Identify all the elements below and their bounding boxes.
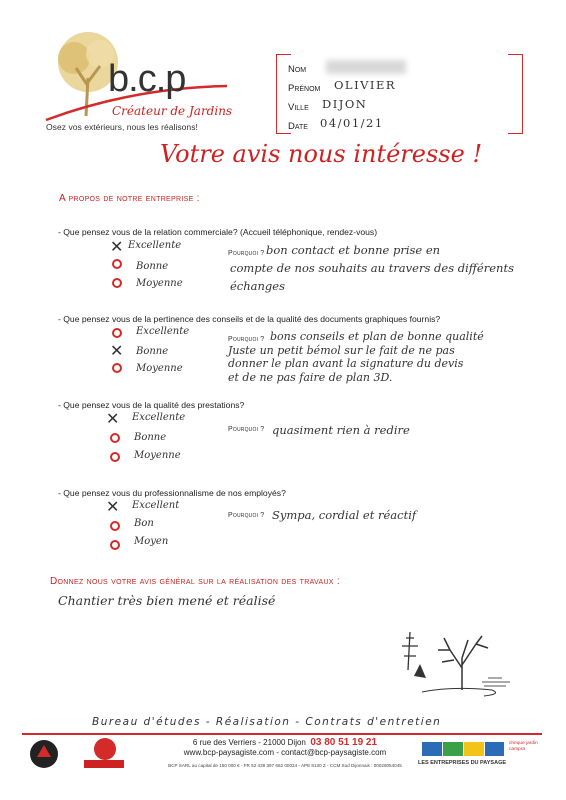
answer-line: bons conseils et plan de bonne qualité	[270, 330, 484, 343]
general-label: Donnez nous votre avis général sur la réalisation des travaux :	[50, 576, 340, 587]
section-title: A propos de notre entreprise :	[59, 193, 200, 204]
answer-line: compte de nos souhaits au travers des différents	[230, 261, 514, 275]
logo-subtitle: Créateur de Jardins	[112, 104, 233, 118]
radio-circle-icon	[110, 433, 120, 443]
radio-circle-icon	[112, 278, 122, 288]
prenom-value: OLIVIER	[334, 78, 397, 92]
ville-value: DIJON	[322, 97, 368, 111]
radio-circle-icon	[110, 521, 120, 531]
date-value: 04/01/21	[320, 116, 384, 130]
option-label: Moyenne	[134, 450, 181, 461]
answer-line: et de ne pas faire de plan 3D.	[228, 370, 393, 384]
partner-name: LES ENTREPRISES DU PAYSAGE	[418, 760, 507, 766]
option-label: Moyen	[134, 536, 169, 547]
option-label: Bonne	[136, 346, 169, 357]
general-answer: Chantier très bien mené et réalisé	[58, 593, 276, 608]
radio-circle-icon	[112, 328, 122, 338]
question-2: - Que pensez vous de la pertinence des conseils et de la qualité des documents graphiques fournis?	[58, 314, 441, 324]
radio-circle-icon	[110, 452, 120, 462]
footer-address: 6 rue des Verriers - 21000 Dijon	[192, 738, 306, 747]
option-label: Bonne	[136, 261, 169, 272]
answer-line: Juste un petit bémol sur le fait de ne pas	[228, 343, 455, 357]
tree-illustration	[392, 620, 522, 700]
q3-answer: quasiment rien à redire	[272, 423, 410, 437]
client-values	[320, 76, 397, 133]
client-labels	[288, 60, 320, 136]
afnor-logo-icon	[30, 740, 58, 768]
check-cross-icon: ✕	[106, 409, 120, 428]
question-1: - Que pensez vous de la relation commerciale? (Accueil téléphonique, rendez-vous)	[58, 227, 378, 237]
footer-phone: 03 80 51 19 21	[310, 737, 378, 748]
check-cross-icon: ✕	[110, 237, 124, 256]
radio-circle-icon	[110, 540, 120, 550]
logo-tagline: Osez vos extérieurs, nous les réalisons!	[46, 122, 198, 132]
why-label: Pourquoi ?	[228, 426, 265, 433]
option-label: Moyenne	[136, 278, 183, 289]
option-label: Excellente	[136, 326, 190, 337]
option-label: Moyenne	[136, 363, 183, 374]
option-label: Excellent	[132, 500, 180, 511]
radio-circle-icon	[112, 259, 122, 269]
footer-services: Bureau d'études - Réalisation - Contrats d'entretien	[92, 716, 442, 728]
footer-divider	[22, 733, 542, 735]
q4-answer: Sympa, cordial et réactif	[272, 508, 417, 522]
option-label: Bon	[134, 518, 154, 529]
option-label: Bonne	[134, 432, 167, 443]
option-label: Excellente	[128, 240, 182, 251]
client-box-bracket-right	[508, 54, 523, 134]
logo	[42, 28, 242, 138]
footer-legal: BCP SARL au capital de 150 000 € - FR 52 439 397 662 00024 - APE 8130 Z - CCM Sud Dijonnais : 00028054045	[168, 763, 402, 768]
footer-email[interactable]: contact@bcp-paysagiste.com	[281, 748, 387, 757]
answer-line: donner le plan avant la signature du devis	[228, 357, 464, 370]
answer-line: échanges	[230, 279, 285, 293]
nom-label: Nom	[288, 64, 307, 75]
why-label: Pourquoi ?	[228, 336, 265, 343]
answer-line: bon contact et bonne prise en	[266, 243, 441, 257]
prenom-label: Prénom	[288, 83, 321, 94]
why-label: Pourquoi ?	[228, 512, 265, 519]
why-label: Pourquoi ?	[228, 250, 265, 257]
partner-logo-icon	[422, 742, 504, 756]
ville-label: Ville	[288, 102, 309, 113]
qualipaysage-logo-icon	[82, 738, 126, 770]
check-cross-icon: ✕	[110, 341, 124, 360]
question-3: - Que pensez vous de la qualité des prestations?	[58, 400, 245, 410]
check-cross-icon: ✕	[106, 497, 120, 516]
question-4: - Que pensez vous du professionnalisme de nos employés?	[58, 488, 286, 498]
footer-contact: 6 rue des Verriers - 21000 Dijon 03 80 51 19 21 www.bcp-paysagiste.com - contact@bcp-paysagiste.com BCP SARL au capital de 150 000 € - FR 52 439 397 662 00024 - APE 8130 Z - CCM Sud Dijonnais : 00028054045	[150, 738, 420, 771]
page-title: Votre avis nous intéresse !	[160, 140, 483, 168]
logo-brand: b.c.p	[108, 58, 186, 100]
footer-web[interactable]: www.bcp-paysagiste.com	[183, 748, 275, 757]
option-label: Excellente	[132, 412, 186, 423]
nom-redacted	[326, 60, 406, 74]
partner-small: cheque jardin campra	[509, 741, 538, 752]
radio-circle-icon	[112, 363, 122, 373]
date-label: Date	[288, 121, 308, 132]
